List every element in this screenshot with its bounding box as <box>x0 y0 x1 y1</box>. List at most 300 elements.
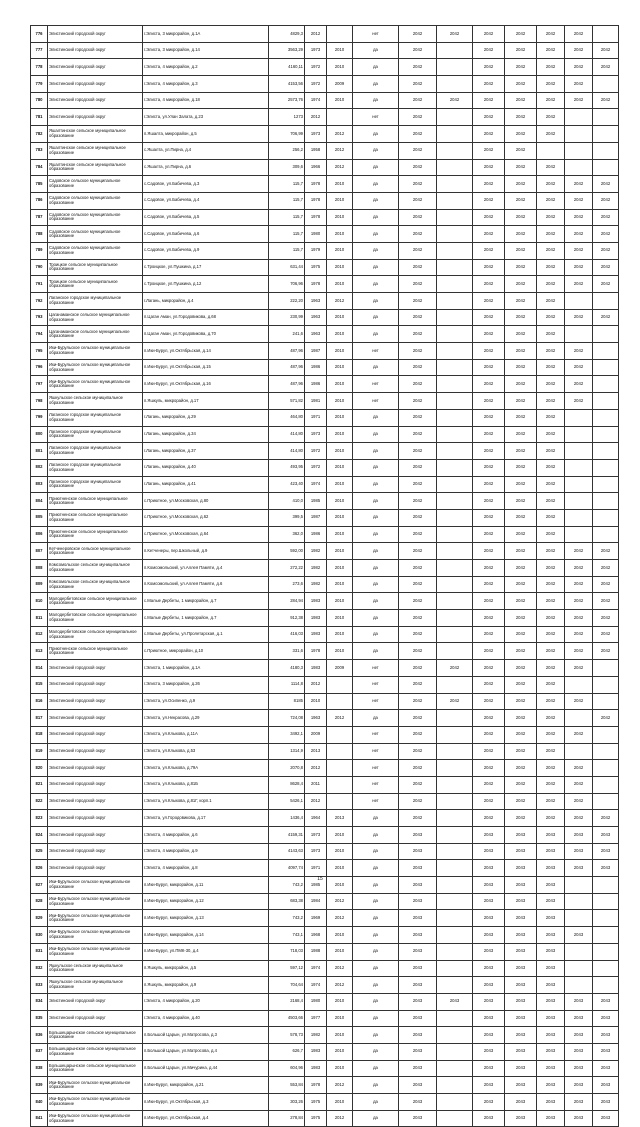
row-number-cell: 781 <box>31 109 48 126</box>
term-4-cell: 2042 <box>505 726 537 743</box>
term-4-cell: 2042 <box>505 126 537 143</box>
term-3-cell: 2043 <box>473 1110 505 1127</box>
table-row <box>31 493 619 510</box>
row-number-cell: 807 <box>31 543 48 560</box>
table-row <box>31 893 619 910</box>
term-3-cell: 2043 <box>473 1043 505 1060</box>
address-cell: п.Ики-Бурул, ул.Октябрьская, д.14 <box>143 343 269 360</box>
term-3-cell: 2042 <box>473 760 505 777</box>
table-row <box>31 760 619 777</box>
year-built-cell: 2012 <box>305 760 327 777</box>
status-cell: да <box>353 710 399 727</box>
term-5-cell: 2042 <box>537 643 565 660</box>
address-cell: г.Лагань, микрорайон, д.34 <box>143 426 269 443</box>
term-4-cell: 2042 <box>505 643 537 660</box>
overhaul-year-cell: 2010 <box>327 877 353 894</box>
overhaul-year-cell <box>327 793 353 810</box>
municipality-cell: Яшкульское сельское муниципальное образование <box>48 960 143 977</box>
table-row <box>31 693 619 710</box>
table-row <box>31 426 619 443</box>
address-cell: п.Ики-Бурул, ул.ПМК-30, д.4 <box>143 943 269 960</box>
year-built-cell: 1987 <box>305 343 327 360</box>
term-7-cell: 2042 <box>593 643 619 660</box>
area-cell: 416,03 <box>269 626 305 643</box>
row-number-cell: 838 <box>31 1060 48 1077</box>
term-4-cell: 2042 <box>505 393 537 410</box>
year-built-cell: 1979 <box>305 242 327 259</box>
term-2-cell <box>437 793 473 810</box>
term-2-cell <box>437 977 473 994</box>
term-4-cell: 2042 <box>505 242 537 259</box>
row-number-cell: 840 <box>31 1094 48 1111</box>
municipality-cell: Ики-Бурульское сельское муниципальное образование <box>48 927 143 944</box>
table-row <box>31 1010 619 1027</box>
address-cell: п.Ики-Бурул, микрорайон, д.14 <box>143 927 269 944</box>
address-cell: г.Элиста, ул.Клыкова, д.11А <box>143 726 269 743</box>
term-3-cell: 2042 <box>473 326 505 343</box>
address-cell: г.Лагань, микрорайон, д.40 <box>143 459 269 476</box>
year-built-cell: 1983 <box>305 626 327 643</box>
municipality-cell: Элистинский городской округ <box>48 726 143 743</box>
term-5-cell: 2043 <box>537 977 565 994</box>
municipality-cell: Садовское сельское муниципальное образование <box>48 226 143 243</box>
term-7-cell: 2043 <box>593 1077 619 1094</box>
municipality-cell: Малодербетовское сельское муниципальное образование <box>48 593 143 610</box>
term-4-cell: 2042 <box>505 259 537 276</box>
term-1-cell: 2042 <box>399 359 437 376</box>
term-6-cell: 2043 <box>565 1110 593 1127</box>
term-4-cell: 2042 <box>505 760 537 777</box>
term-2-cell <box>437 426 473 443</box>
table-row <box>31 109 619 126</box>
term-3-cell: 2043 <box>473 893 505 910</box>
table-row <box>31 59 619 76</box>
term-6-cell: 2042 <box>565 693 593 710</box>
area-cell: 912,38 <box>269 610 305 627</box>
row-number-cell: 796 <box>31 359 48 376</box>
address-cell: г.Элиста, 4 микрорайон, д.3 <box>143 76 269 93</box>
table-row <box>31 943 619 960</box>
year-built-cell: 1981 <box>305 393 327 410</box>
term-3-cell: 2042 <box>473 176 505 193</box>
term-3-cell: 2042 <box>473 560 505 577</box>
year-built-cell: 1973 <box>305 827 327 844</box>
year-built-cell: 1983 <box>305 1043 327 1060</box>
municipality-cell: Кетченеровское сельское муниципальное образование <box>48 543 143 560</box>
area-cell: 487,96 <box>269 359 305 376</box>
term-1-cell: 2042 <box>399 92 437 109</box>
term-5-cell: 2042 <box>537 526 565 543</box>
status-cell: нет <box>353 693 399 710</box>
table-row <box>31 526 619 543</box>
term-5-cell <box>537 142 565 159</box>
term-1-cell: 2042 <box>399 793 437 810</box>
row-number-cell: 814 <box>31 660 48 677</box>
address-cell: с.Троицкое, ул.Пушкина, д.12 <box>143 276 269 293</box>
year-built-cell: 1971 <box>305 860 327 877</box>
term-6-cell: 2043 <box>565 1077 593 1094</box>
term-3-cell: 2042 <box>473 76 505 93</box>
year-built-cell: 1978 <box>305 176 327 193</box>
term-3-cell: 2042 <box>473 593 505 610</box>
area-cell: 5426,1 <box>269 793 305 810</box>
term-4-cell: 2042 <box>505 626 537 643</box>
year-built-cell: 1974 <box>305 977 327 994</box>
year-built-cell: 1972 <box>305 76 327 93</box>
term-4-cell: 2042 <box>505 309 537 326</box>
table-row <box>31 459 619 476</box>
year-built-cell: 1983 <box>305 593 327 610</box>
area-cell: 399,5 <box>269 509 305 526</box>
status-cell: нет <box>353 793 399 810</box>
year-built-cell: 1973 <box>305 426 327 443</box>
term-6-cell: 2042 <box>565 309 593 326</box>
term-4-cell: 2042 <box>505 493 537 510</box>
table-row <box>31 676 619 693</box>
term-6-cell <box>565 109 593 126</box>
area-cell: 278,84 <box>269 1110 305 1127</box>
term-4-cell: 2043 <box>505 910 537 927</box>
row-number-cell: 782 <box>31 126 48 143</box>
table-row <box>31 1094 619 1111</box>
area-cell: 578,73 <box>269 1027 305 1044</box>
term-4-cell: 2042 <box>505 793 537 810</box>
year-built-cell: 1974 <box>305 960 327 977</box>
area-cell: 718,03 <box>269 943 305 960</box>
status-cell: да <box>353 76 399 93</box>
term-2-cell: 2042 <box>437 660 473 677</box>
address-cell: г.Элиста, ул.Клыкова, д.79А <box>143 760 269 777</box>
term-5-cell: 2042 <box>537 326 565 343</box>
municipality-cell: Цаганаманское сельское муниципальное образование <box>48 326 143 343</box>
row-number-cell: 826 <box>31 860 48 877</box>
term-4-cell: 2042 <box>505 209 537 226</box>
status-cell: да <box>353 543 399 560</box>
row-number-cell: 784 <box>31 159 48 176</box>
municipality-cell: Яшалтинское сельское муниципальное образование <box>48 142 143 159</box>
area-cell: 553,84 <box>269 1077 305 1094</box>
term-5-cell: 2042 <box>537 293 565 310</box>
overhaul-year-cell <box>327 676 353 693</box>
overhaul-year-cell: 2012 <box>327 960 353 977</box>
term-7-cell <box>593 660 619 677</box>
row-number-cell: 837 <box>31 1043 48 1060</box>
term-2-cell <box>437 343 473 360</box>
term-6-cell: 2042 <box>565 59 593 76</box>
status-cell: да <box>353 993 399 1010</box>
term-4-cell: 2043 <box>505 943 537 960</box>
table-row <box>31 1043 619 1060</box>
term-2-cell <box>437 226 473 243</box>
term-6-cell: 2042 <box>565 776 593 793</box>
area-cell: 115,7 <box>269 226 305 243</box>
status-cell: да <box>353 843 399 860</box>
overhaul-year-cell <box>327 109 353 126</box>
term-7-cell: 2042 <box>593 92 619 109</box>
term-5-cell: 2043 <box>537 877 565 894</box>
address-cell: с.Яшалта, ул.Пирна, д.4 <box>143 142 269 159</box>
address-cell: г.Лагань, микрорайон, д.41 <box>143 476 269 493</box>
term-2-cell <box>437 476 473 493</box>
municipality-cell: Ики-Бурульское сельское муниципальное образование <box>48 1094 143 1111</box>
term-3-cell: 2042 <box>473 209 505 226</box>
year-built-cell: 1986 <box>305 526 327 543</box>
term-3-cell: 2042 <box>473 192 505 209</box>
row-number-cell: 827 <box>31 877 48 894</box>
term-5-cell: 2042 <box>537 309 565 326</box>
term-5-cell: 2042 <box>537 176 565 193</box>
area-cell: 8628,4 <box>269 776 305 793</box>
area-cell: 487,96 <box>269 343 305 360</box>
term-3-cell: 2042 <box>473 376 505 393</box>
term-7-cell: 2043 <box>593 827 619 844</box>
term-4-cell: 2043 <box>505 843 537 860</box>
table-row <box>31 443 619 460</box>
area-cell: 706,99 <box>269 126 305 143</box>
overhaul-year-cell: 2012 <box>327 159 353 176</box>
term-4-cell: 2042 <box>505 660 537 677</box>
term-4-cell: 2042 <box>505 359 537 376</box>
year-built-cell: 1963 <box>305 309 327 326</box>
area-cell: 1273 <box>269 109 305 126</box>
term-4-cell: 2043 <box>505 960 537 977</box>
term-3-cell: 2042 <box>473 526 505 543</box>
term-4-cell: 2042 <box>505 409 537 426</box>
overhaul-year-cell <box>327 726 353 743</box>
area-cell: 597,12 <box>269 960 305 977</box>
term-1-cell: 2042 <box>399 209 437 226</box>
term-7-cell <box>593 493 619 510</box>
table-row <box>31 26 619 43</box>
term-2-cell <box>437 326 473 343</box>
term-1-cell: 2042 <box>399 276 437 293</box>
row-number-cell: 779 <box>31 76 48 93</box>
status-cell: да <box>353 459 399 476</box>
term-2-cell <box>437 1043 473 1060</box>
term-3-cell: 2042 <box>473 343 505 360</box>
term-6-cell <box>565 743 593 760</box>
term-6-cell: 2042 <box>565 92 593 109</box>
row-number-cell: 786 <box>31 192 48 209</box>
term-4-cell: 2043 <box>505 1043 537 1060</box>
year-built-cell: 1963 <box>305 710 327 727</box>
row-number-cell: 828 <box>31 893 48 910</box>
year-built-cell: 2012 <box>305 109 327 126</box>
area-cell: 631,44 <box>269 259 305 276</box>
overhaul-year-cell: 2010 <box>327 192 353 209</box>
term-4-cell: 2042 <box>505 459 537 476</box>
municipality-cell: Элистинский городской округ <box>48 776 143 793</box>
term-1-cell: 2043 <box>399 1010 437 1027</box>
term-6-cell <box>565 893 593 910</box>
row-number-cell: 801 <box>31 443 48 460</box>
row-number-cell: 830 <box>31 927 48 944</box>
term-4-cell: 2042 <box>505 593 537 610</box>
overhaul-year-cell: 2010 <box>327 593 353 610</box>
year-built-cell: 1978 <box>305 276 327 293</box>
term-2-cell <box>437 276 473 293</box>
row-number-cell: 817 <box>31 710 48 727</box>
municipality-cell: Лаганское городское муниципальное образование <box>48 409 143 426</box>
row-number-cell: 831 <box>31 943 48 960</box>
table-row <box>31 1077 619 1094</box>
row-number-cell: 829 <box>31 910 48 927</box>
term-4-cell: 2042 <box>505 476 537 493</box>
term-2-cell <box>437 293 473 310</box>
overhaul-year-cell: 2010 <box>327 643 353 660</box>
term-2-cell <box>437 309 473 326</box>
status-cell: да <box>353 409 399 426</box>
term-5-cell: 2042 <box>537 209 565 226</box>
table-row <box>31 126 619 143</box>
term-5-cell: 2042 <box>537 226 565 243</box>
term-1-cell: 2042 <box>399 142 437 159</box>
term-3-cell: 2043 <box>473 960 505 977</box>
term-3-cell: 2043 <box>473 927 505 944</box>
municipality-cell: Лаганское городское муниципальное образование <box>48 293 143 310</box>
register-sheet <box>30 25 618 1127</box>
address-cell: с.Малые Дербеты, 1 микрорайон, д.7 <box>143 610 269 627</box>
table-row <box>31 42 619 59</box>
address-cell: г.Элиста, 4 микрорайон, д.2 <box>143 59 269 76</box>
term-2-cell <box>437 509 473 526</box>
term-7-cell <box>593 793 619 810</box>
term-7-cell: 2042 <box>593 543 619 560</box>
address-cell: г.Лагань, микрорайон, д.4 <box>143 293 269 310</box>
term-5-cell: 2042 <box>537 693 565 710</box>
year-built-cell: 1984 <box>305 893 327 910</box>
term-3-cell: 2042 <box>473 509 505 526</box>
municipality-cell: Элистинский городской округ <box>48 42 143 59</box>
municipality-cell: Элистинский городской округ <box>48 743 143 760</box>
address-cell: г.Элиста, ул.Улан Залата, д.23 <box>143 109 269 126</box>
term-2-cell <box>437 393 473 410</box>
row-number-cell: 810 <box>31 593 48 610</box>
term-5-cell: 2042 <box>537 543 565 560</box>
year-built-cell: 1969 <box>305 910 327 927</box>
term-7-cell: 2043 <box>593 1043 619 1060</box>
table-row <box>31 843 619 860</box>
term-5-cell: 2043 <box>537 893 565 910</box>
table-row <box>31 259 619 276</box>
year-built-cell: 1972 <box>305 459 327 476</box>
address-cell: п.Ики-Бурул, микрорайон, д.12 <box>143 893 269 910</box>
term-4-cell: 2042 <box>505 109 537 126</box>
term-7-cell <box>593 159 619 176</box>
term-7-cell: 2042 <box>593 42 619 59</box>
term-7-cell: 2042 <box>593 209 619 226</box>
overhaul-year-cell: 2012 <box>327 893 353 910</box>
municipality-cell: Ики-Бурульское сельское муниципальное образование <box>48 376 143 393</box>
municipality-cell: Садовское сельское муниципальное образование <box>48 209 143 226</box>
term-3-cell: 2042 <box>473 693 505 710</box>
municipality-cell: Приютненское сельское муниципальное образование <box>48 493 143 510</box>
term-4-cell: 2042 <box>505 192 537 209</box>
term-2-cell <box>437 810 473 827</box>
term-6-cell: 2043 <box>565 1010 593 1027</box>
status-cell: да <box>353 560 399 577</box>
term-2-cell <box>437 359 473 376</box>
municipality-cell: Элистинский городской округ <box>48 693 143 710</box>
area-cell: 230,99 <box>269 309 305 326</box>
municipality-cell: Элистинский городской округ <box>48 793 143 810</box>
term-2-cell <box>437 1027 473 1044</box>
status-cell: да <box>353 359 399 376</box>
municipality-cell: Приютненское сельское муниципальное образование <box>48 526 143 543</box>
term-7-cell <box>593 526 619 543</box>
term-7-cell: 2043 <box>593 1060 619 1077</box>
status-cell: да <box>353 242 399 259</box>
address-cell: с.Приютное, ул.Московская, д.62 <box>143 509 269 526</box>
area-cell: 4160,11 <box>269 59 305 76</box>
term-6-cell <box>565 493 593 510</box>
row-number-cell: 824 <box>31 827 48 844</box>
table-row <box>31 76 619 93</box>
status-cell: да <box>353 893 399 910</box>
term-5-cell: 2042 <box>537 493 565 510</box>
term-2-cell <box>437 59 473 76</box>
row-number-cell: 809 <box>31 576 48 593</box>
term-6-cell: 2042 <box>565 176 593 193</box>
term-6-cell: 2043 <box>565 993 593 1010</box>
year-built-cell: 1985 <box>305 877 327 894</box>
municipality-cell: Элистинский городской округ <box>48 810 143 827</box>
row-number-cell: 834 <box>31 993 48 1010</box>
term-7-cell <box>593 943 619 960</box>
term-1-cell: 2043 <box>399 993 437 1010</box>
year-built-cell: 1974 <box>305 92 327 109</box>
status-cell: да <box>353 326 399 343</box>
term-7-cell <box>593 376 619 393</box>
area-cell: 4829,3 <box>269 26 305 43</box>
term-6-cell: 2042 <box>565 393 593 410</box>
year-built-cell: 1987 <box>305 509 327 526</box>
term-7-cell: 2042 <box>593 192 619 209</box>
term-7-cell <box>593 476 619 493</box>
municipality-cell: Цаганаманское сельское муниципальное образование <box>48 309 143 326</box>
term-5-cell: 2043 <box>537 1010 565 1027</box>
term-5-cell: 2042 <box>537 593 565 610</box>
term-6-cell <box>565 293 593 310</box>
term-4-cell: 2042 <box>505 810 537 827</box>
term-1-cell: 2042 <box>399 543 437 560</box>
overhaul-year-cell: 2010 <box>327 1027 353 1044</box>
address-cell: г.Элиста, ул.Осипенко, д.9 <box>143 693 269 710</box>
term-1-cell: 2042 <box>399 693 437 710</box>
table-row <box>31 626 619 643</box>
term-6-cell: 2043 <box>565 860 593 877</box>
overhaul-year-cell: 2010 <box>327 359 353 376</box>
term-1-cell: 2042 <box>399 226 437 243</box>
term-1-cell: 2042 <box>399 159 437 176</box>
term-2-cell <box>437 726 473 743</box>
term-3-cell: 2043 <box>473 843 505 860</box>
term-2-cell <box>437 943 473 960</box>
area-cell: 241,6 <box>269 326 305 343</box>
term-6-cell: 2042 <box>565 593 593 610</box>
term-3-cell: 2042 <box>473 59 505 76</box>
term-2-cell <box>437 1110 473 1127</box>
term-6-cell <box>565 509 593 526</box>
overhaul-year-cell <box>327 693 353 710</box>
term-7-cell: 2042 <box>593 226 619 243</box>
status-cell: да <box>353 943 399 960</box>
term-6-cell: 2042 <box>565 576 593 593</box>
term-1-cell: 2042 <box>399 760 437 777</box>
row-number-cell: 794 <box>31 326 48 343</box>
row-number-cell: 802 <box>31 459 48 476</box>
term-6-cell: 2043 <box>565 827 593 844</box>
